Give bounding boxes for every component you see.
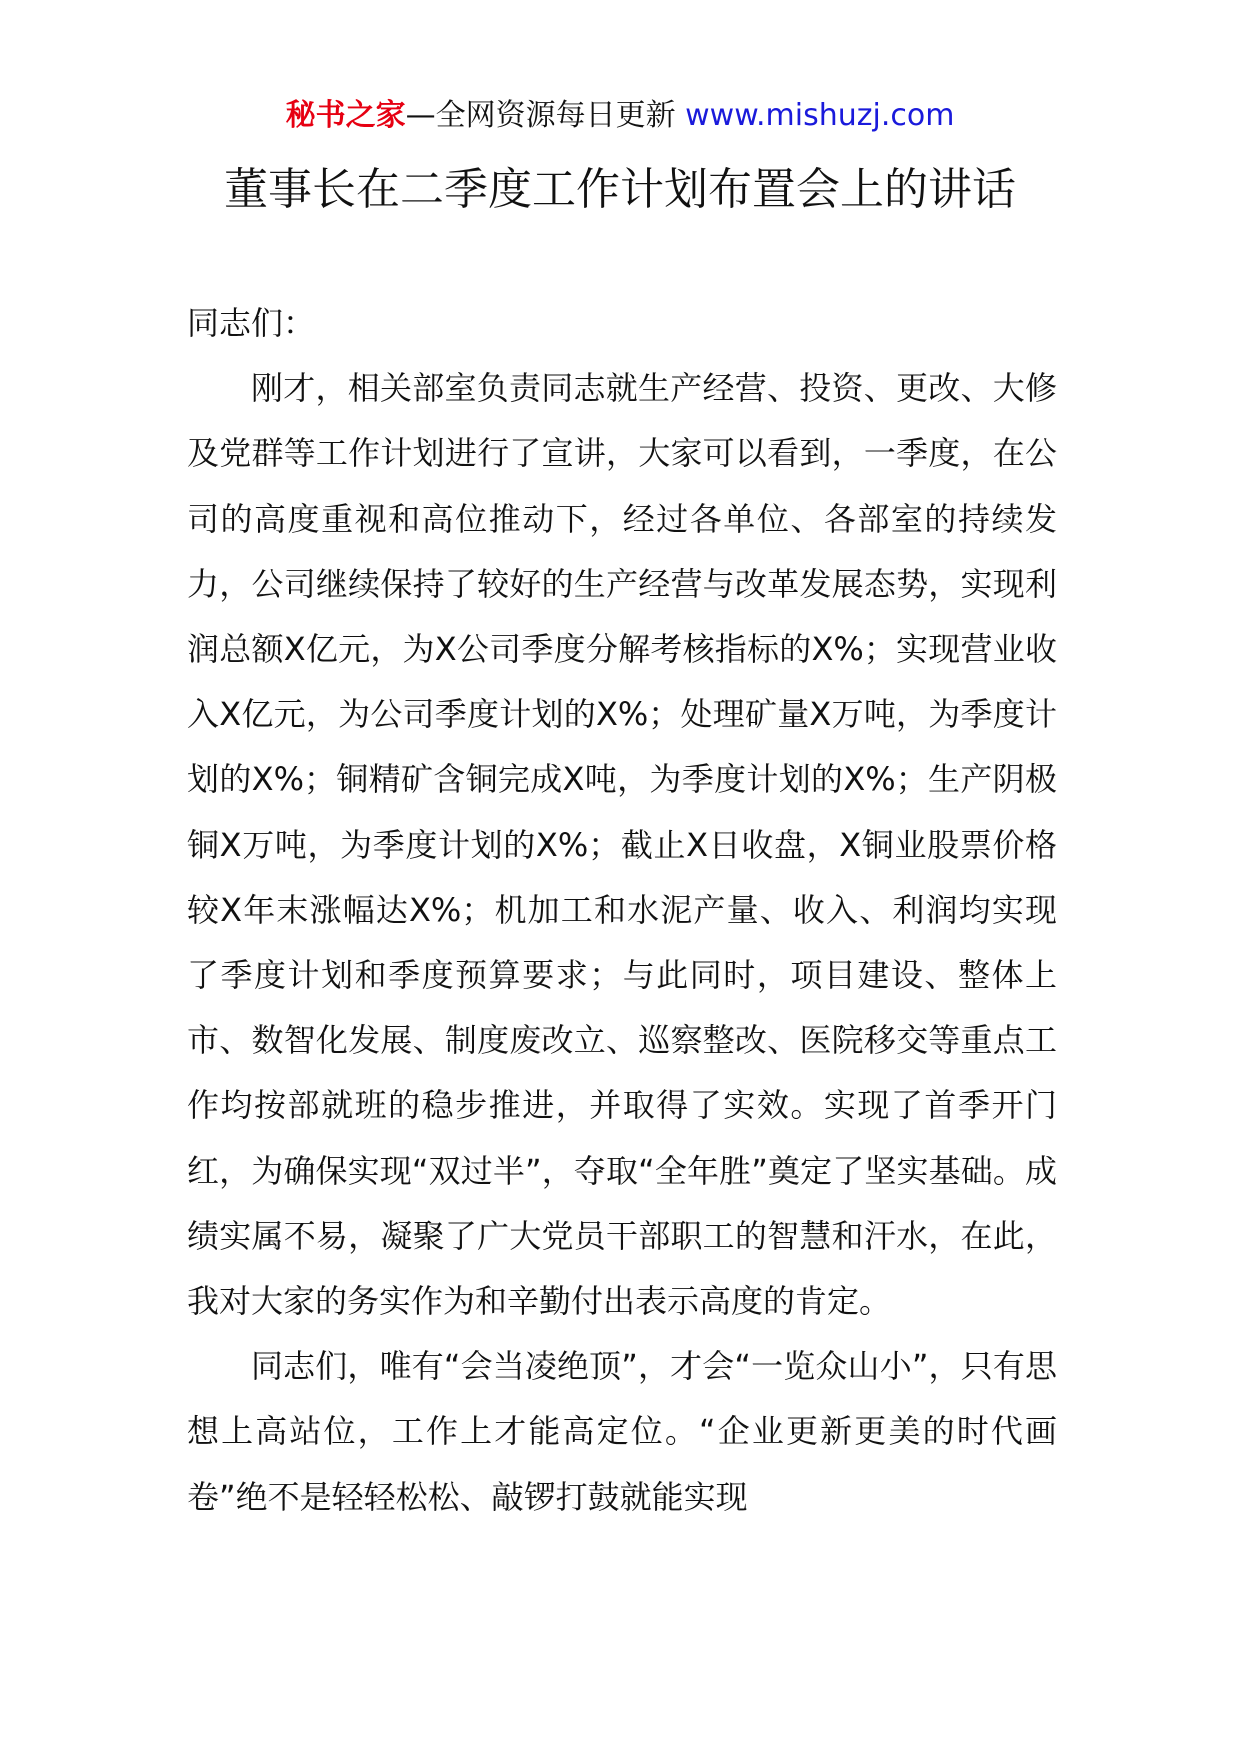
brand-name: 秘书之家: [285, 98, 406, 133]
site-header: [0, 96, 1240, 136]
document-title: 董事长在二季度工作计划布置会上的讲话: [224, 164, 1016, 215]
paragraph-1: 刚才，相关部室负责同志就生产经营、投资、更改、大修及党群等工作计划进行了宣讲，大家可以看到，一季度，在公司的高度重视和高位推动下，经过各单位、各部室的持续发力，公司继续保持了较好的生产经营与改革发展态势，实现利润总额X亿元，为X公司季度分解考核指标的X%；实现营业收入X亿元，为公司季度计划的X%；处理矿量X万吨，为季度计划的X%；铜精矿含铜完成X吨，为季度计划的X%；生产阴极铜X万吨，为季度计划的X%；截止X日收盘，X铜业股票价格较X年末涨幅达X%；机加工和水泥产量、收入、利润均实现了季度计划和季度预算要求；与此同时，项目建设、整体上市、数智化发展、制度废改立、巡察整改、医院移交等重点工作均按部就班的稳步推进，并取得了实效。实现了首季开门红，为确保实现“双过半”，夺取“全年胜”奠定了坚实基础。成绩实属不易，凝聚了广大党员干部职工的智慧和汗水，在此，我对大家的务实作为和辛勤付出表示高度的肯定。: [187, 369, 1057, 1321]
salutation: 同志们：: [187, 304, 316, 342]
header-slogan: —全网资源每日更新: [405, 98, 676, 133]
paragraph-2: 同志们，唯有“会当凌绝顶”，才会“一览众山小”，只有思想上高站位，工作上才能高定位。“企业更新更美的时代画卷”绝不是轻轻松松、敲锣打鼓就能实现: [187, 1347, 1057, 1516]
document-body: [187, 291, 1057, 1530]
site-url-link[interactable]: www.mishuzj.com: [685, 98, 955, 133]
